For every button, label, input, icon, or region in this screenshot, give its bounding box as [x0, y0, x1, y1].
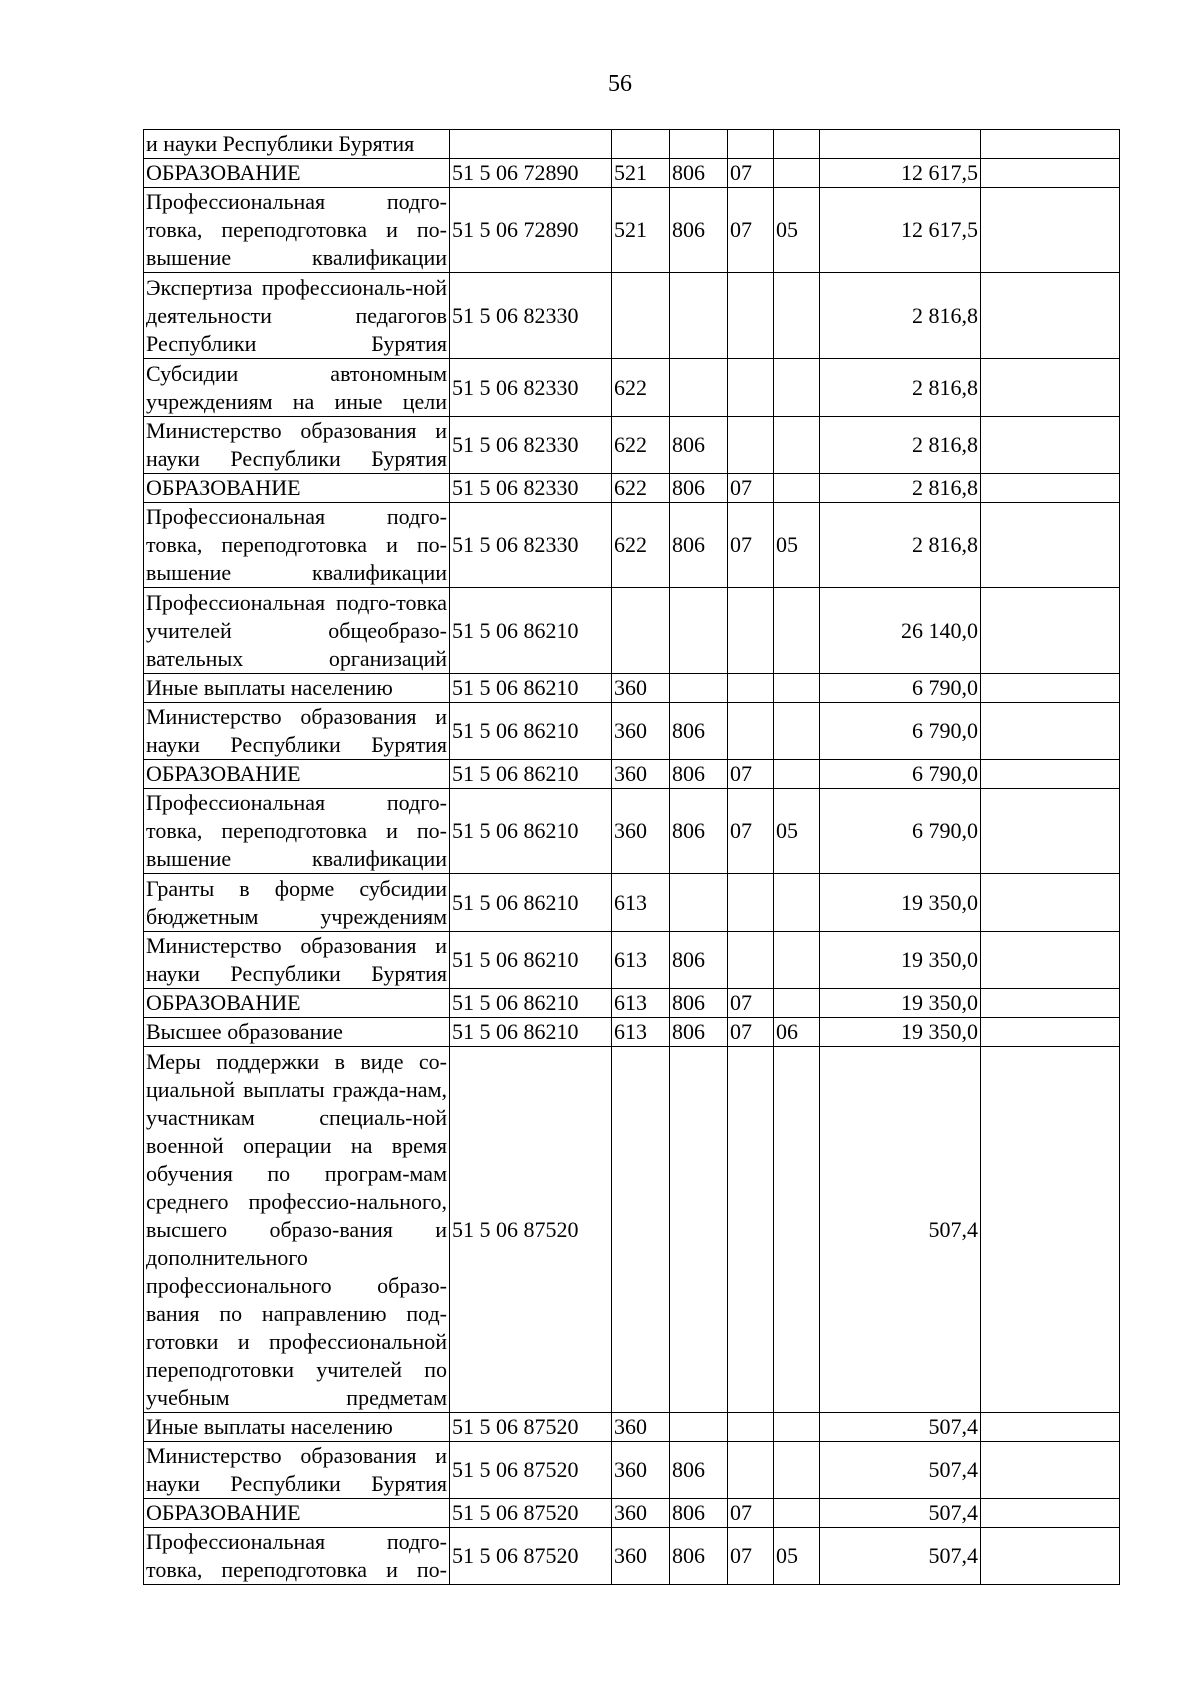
table-body	[144, 130, 1120, 1585]
section-code: 07	[728, 789, 774, 874]
row-description: Профессиональная подго-товка, переподготовка и по-	[144, 1528, 450, 1585]
extra-column-cell	[981, 932, 1120, 989]
ministry-code: 806	[670, 417, 728, 474]
amount-cell: 26 140,0	[820, 588, 981, 674]
section-code: 07	[728, 1528, 774, 1585]
amount-cell: 19 350,0	[820, 932, 981, 989]
ministry-code: 806	[670, 1528, 728, 1585]
section-code: 07	[728, 1018, 774, 1047]
ministry-code: 806	[670, 159, 728, 188]
target-article-code: 51 5 06 82330	[450, 474, 612, 503]
ministry-code: 806	[670, 989, 728, 1018]
section-code: 07	[728, 760, 774, 789]
expense-type-code: 613	[612, 874, 670, 932]
row-description: Гранты в форме субсидии бюджетным учреждениям	[144, 874, 450, 932]
row-description: Экспертиза профессиональ-ной деятельности педагогов Республики Бурятия	[144, 273, 450, 359]
ministry-code	[670, 588, 728, 674]
extra-column-cell	[981, 789, 1120, 874]
expense-type-code	[612, 273, 670, 359]
section-code: 07	[728, 159, 774, 188]
table-row	[144, 1047, 1120, 1413]
row-description: Высшее образование	[144, 1018, 450, 1047]
subsection-code	[774, 1499, 820, 1528]
row-description: Иные выплаты населению	[144, 674, 450, 703]
amount-cell: 6 790,0	[820, 760, 981, 789]
expense-type-code: 622	[612, 503, 670, 588]
table-row	[144, 359, 1120, 417]
extra-column-cell	[981, 503, 1120, 588]
expense-type-code: 360	[612, 1442, 670, 1499]
expense-type-code	[612, 588, 670, 674]
expense-type-code: 521	[612, 159, 670, 188]
extra-column-cell	[981, 1047, 1120, 1413]
section-code	[728, 932, 774, 989]
extra-column-cell	[981, 159, 1120, 188]
target-article-code	[450, 130, 612, 159]
target-article-code: 51 5 06 72890	[450, 188, 612, 273]
section-code: 07	[728, 1499, 774, 1528]
section-code	[728, 1047, 774, 1413]
amount-cell: 6 790,0	[820, 703, 981, 760]
table-row	[144, 130, 1120, 159]
amount-cell: 2 816,8	[820, 359, 981, 417]
table-row	[144, 874, 1120, 932]
ministry-code	[670, 130, 728, 159]
row-description: Профессиональная подго-товка, переподготовка и по-вышение квалификации	[144, 188, 450, 273]
row-description: и науки Республики Бурятия	[144, 130, 450, 159]
subsection-code	[774, 273, 820, 359]
amount-cell: 2 816,8	[820, 273, 981, 359]
section-code	[728, 273, 774, 359]
table-row	[144, 789, 1120, 874]
amount-cell: 19 350,0	[820, 1018, 981, 1047]
target-article-code: 51 5 06 86210	[450, 989, 612, 1018]
expense-type-code: 360	[612, 760, 670, 789]
ministry-code: 806	[670, 932, 728, 989]
row-description: ОБРАЗОВАНИЕ	[144, 760, 450, 789]
section-code: 07	[728, 188, 774, 273]
expense-type-code: 521	[612, 188, 670, 273]
subsection-code	[774, 874, 820, 932]
table-row	[144, 588, 1120, 674]
table-row	[144, 273, 1120, 359]
extra-column-cell	[981, 674, 1120, 703]
extra-column-cell	[981, 1499, 1120, 1528]
amount-cell: 507,4	[820, 1499, 981, 1528]
target-article-code: 51 5 06 87520	[450, 1413, 612, 1442]
page-number: 56	[608, 71, 632, 97]
target-article-code: 51 5 06 87520	[450, 1499, 612, 1528]
extra-column-cell	[981, 359, 1120, 417]
row-description: Иные выплаты населению	[144, 1413, 450, 1442]
ministry-code	[670, 273, 728, 359]
ministry-code	[670, 359, 728, 417]
ministry-code: 806	[670, 703, 728, 760]
ministry-code: 806	[670, 188, 728, 273]
target-article-code: 51 5 06 86210	[450, 760, 612, 789]
extra-column-cell	[981, 1442, 1120, 1499]
amount-cell: 507,4	[820, 1528, 981, 1585]
ministry-code: 806	[670, 474, 728, 503]
table-row	[144, 1528, 1120, 1585]
subsection-code: 05	[774, 188, 820, 273]
amount-cell: 507,4	[820, 1047, 981, 1413]
expense-type-code: 360	[612, 789, 670, 874]
section-code	[728, 588, 774, 674]
section-code	[728, 359, 774, 417]
subsection-code: 05	[774, 503, 820, 588]
section-code	[728, 1413, 774, 1442]
extra-column-cell	[981, 588, 1120, 674]
expense-type-code	[612, 130, 670, 159]
row-description: Профессиональная подго-товка, переподготовка и по-вышение квалификации	[144, 503, 450, 588]
expense-type-code: 360	[612, 1413, 670, 1442]
ministry-code: 806	[670, 760, 728, 789]
ministry-code	[670, 874, 728, 932]
row-description: Меры поддержки в виде со-циальной выплаты гражда-нам, участникам специаль-ной военной операции на время обучения по програм-мам среднего профессио-нального, высшего образо-вания и дополнительного профессионального образо-вания по направлению под-готовки и профессиональной переподготовки учителей по учебным предметам	[144, 1047, 450, 1413]
ministry-code: 806	[670, 1442, 728, 1499]
expense-type-code: 360	[612, 674, 670, 703]
table-row	[144, 1499, 1120, 1528]
amount-cell	[820, 130, 981, 159]
subsection-code	[774, 760, 820, 789]
section-code: 07	[728, 989, 774, 1018]
ministry-code: 806	[670, 503, 728, 588]
subsection-code	[774, 932, 820, 989]
extra-column-cell	[981, 874, 1120, 932]
expense-type-code: 613	[612, 1018, 670, 1047]
table-row	[144, 703, 1120, 760]
target-article-code: 51 5 06 86210	[450, 588, 612, 674]
expense-type-code: 360	[612, 1528, 670, 1585]
amount-cell: 2 816,8	[820, 503, 981, 588]
row-description: Субсидии автономным учреждениям на иные цели	[144, 359, 450, 417]
section-code: 07	[728, 474, 774, 503]
row-description: Профессиональная подго-товка, переподготовка и по-вышение квалификации	[144, 789, 450, 874]
amount-cell: 12 617,5	[820, 159, 981, 188]
target-article-code: 51 5 06 82330	[450, 503, 612, 588]
section-code	[728, 674, 774, 703]
amount-cell: 6 790,0	[820, 674, 981, 703]
target-article-code: 51 5 06 82330	[450, 273, 612, 359]
subsection-code	[774, 359, 820, 417]
target-article-code: 51 5 06 86210	[450, 703, 612, 760]
row-description: Министерство образования и науки Республики Бурятия	[144, 703, 450, 760]
target-article-code: 51 5 06 87520	[450, 1442, 612, 1499]
table-row	[144, 1018, 1120, 1047]
subsection-code	[774, 159, 820, 188]
subsection-code	[774, 1442, 820, 1499]
table-row	[144, 989, 1120, 1018]
ministry-code: 806	[670, 789, 728, 874]
subsection-code	[774, 474, 820, 503]
expense-type-code: 613	[612, 989, 670, 1018]
extra-column-cell	[981, 703, 1120, 760]
table-row	[144, 760, 1120, 789]
subsection-code: 05	[774, 789, 820, 874]
target-article-code: 51 5 06 87520	[450, 1528, 612, 1585]
section-code	[728, 874, 774, 932]
row-description: Профессиональная подго-товка учителей общеобразо-вательных организаций	[144, 588, 450, 674]
extra-column-cell	[981, 1528, 1120, 1585]
row-description: ОБРАЗОВАНИЕ	[144, 989, 450, 1018]
ministry-code: 806	[670, 1018, 728, 1047]
amount-cell: 19 350,0	[820, 874, 981, 932]
table-row	[144, 932, 1120, 989]
table-row	[144, 474, 1120, 503]
subsection-code	[774, 130, 820, 159]
extra-column-cell	[981, 273, 1120, 359]
table-row	[144, 1413, 1120, 1442]
row-description: ОБРАЗОВАНИЕ	[144, 474, 450, 503]
table-row	[144, 188, 1120, 273]
target-article-code: 51 5 06 86210	[450, 789, 612, 874]
section-code	[728, 1442, 774, 1499]
ministry-code	[670, 674, 728, 703]
extra-column-cell	[981, 760, 1120, 789]
expense-type-code: 360	[612, 1499, 670, 1528]
target-article-code: 51 5 06 82330	[450, 417, 612, 474]
table-row	[144, 503, 1120, 588]
ministry-code	[670, 1413, 728, 1442]
section-code	[728, 417, 774, 474]
amount-cell: 6 790,0	[820, 789, 981, 874]
amount-cell: 507,4	[820, 1413, 981, 1442]
subsection-code	[774, 674, 820, 703]
row-description: ОБРАЗОВАНИЕ	[144, 1499, 450, 1528]
amount-cell: 2 816,8	[820, 417, 981, 474]
subsection-code	[774, 1413, 820, 1442]
target-article-code: 51 5 06 82330	[450, 359, 612, 417]
amount-cell: 2 816,8	[820, 474, 981, 503]
target-article-code: 51 5 06 86210	[450, 674, 612, 703]
subsection-code	[774, 1047, 820, 1413]
budget-table	[143, 129, 1120, 1585]
row-description: ОБРАЗОВАНИЕ	[144, 159, 450, 188]
amount-cell: 12 617,5	[820, 188, 981, 273]
expense-type-code: 613	[612, 932, 670, 989]
target-article-code: 51 5 06 86210	[450, 1018, 612, 1047]
subsection-code	[774, 703, 820, 760]
extra-column-cell	[981, 1413, 1120, 1442]
extra-column-cell	[981, 474, 1120, 503]
expense-type-code: 622	[612, 417, 670, 474]
extra-column-cell	[981, 188, 1120, 273]
row-description: Министерство образования и науки Республики Бурятия	[144, 417, 450, 474]
subsection-code	[774, 417, 820, 474]
table-row	[144, 674, 1120, 703]
section-code: 07	[728, 503, 774, 588]
target-article-code: 51 5 06 86210	[450, 874, 612, 932]
row-description: Министерство образования и науки Республики Бурятия	[144, 932, 450, 989]
extra-column-cell	[981, 417, 1120, 474]
expense-type-code: 622	[612, 359, 670, 417]
amount-cell: 19 350,0	[820, 989, 981, 1018]
ministry-code	[670, 1047, 728, 1413]
subsection-code: 06	[774, 1018, 820, 1047]
expense-type-code	[612, 1047, 670, 1413]
target-article-code: 51 5 06 72890	[450, 159, 612, 188]
table-row	[144, 159, 1120, 188]
amount-cell: 507,4	[820, 1442, 981, 1499]
extra-column-cell	[981, 130, 1120, 159]
section-code	[728, 130, 774, 159]
subsection-code	[774, 588, 820, 674]
section-code	[728, 703, 774, 760]
table-row	[144, 417, 1120, 474]
extra-column-cell	[981, 989, 1120, 1018]
target-article-code: 51 5 06 87520	[450, 1047, 612, 1413]
extra-column-cell	[981, 1018, 1120, 1047]
expense-type-code: 622	[612, 474, 670, 503]
row-description: Министерство образования и науки Республики Бурятия	[144, 1442, 450, 1499]
target-article-code: 51 5 06 86210	[450, 932, 612, 989]
table-row	[144, 1442, 1120, 1499]
ministry-code: 806	[670, 1499, 728, 1528]
expense-type-code: 360	[612, 703, 670, 760]
subsection-code	[774, 989, 820, 1018]
subsection-code: 05	[774, 1528, 820, 1585]
